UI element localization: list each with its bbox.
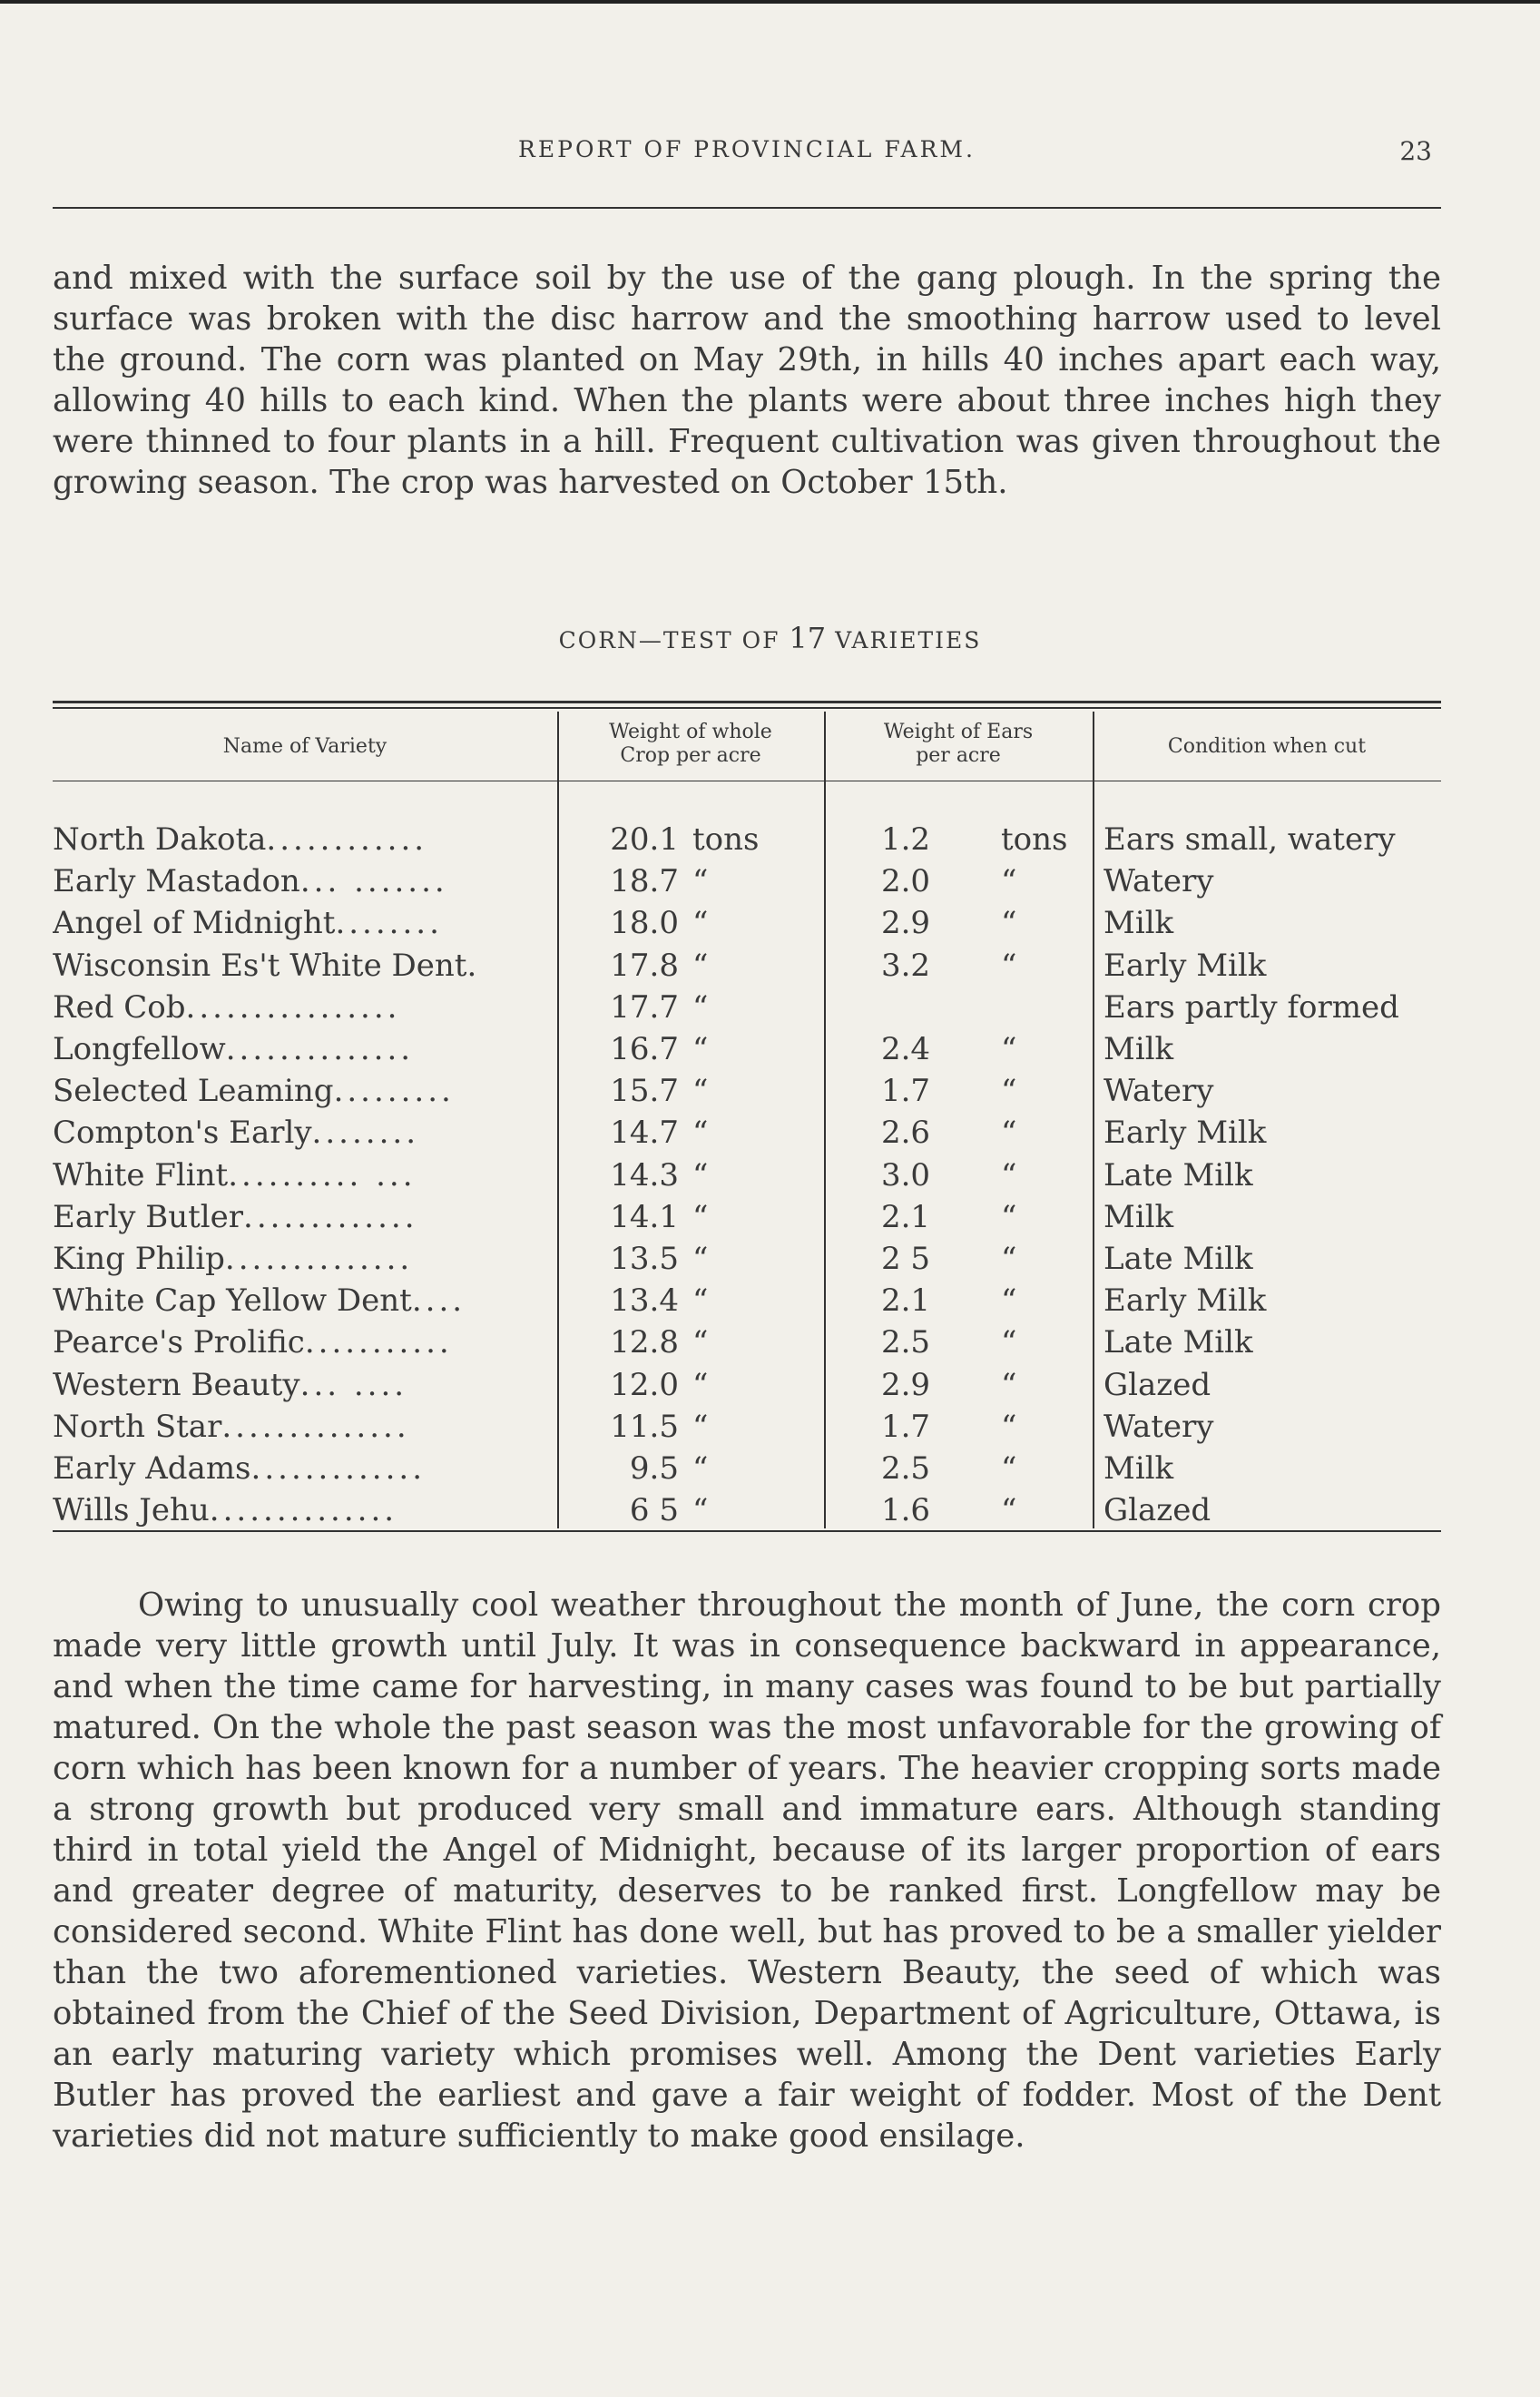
table-row [53, 1406, 1441, 1448]
ears-weight: 1.7 [880, 1073, 931, 1110]
leader-dots: ............. [243, 1198, 418, 1235]
whole-crop-weight: 6 5 [629, 1492, 679, 1529]
leader-dots: . [466, 947, 481, 984]
condition-when-cut: Watery [1104, 863, 1214, 900]
leader-dots: .............. [209, 1492, 398, 1529]
ears-unit: “ [1001, 1492, 1017, 1529]
whole-crop-unit: “ [692, 1408, 709, 1445]
ears-weight: 1.6 [880, 1492, 931, 1529]
table-row [53, 987, 1441, 1028]
table-row [53, 1196, 1441, 1238]
table-row [53, 819, 1441, 860]
whole-crop-weight: 14.1 [610, 1198, 679, 1235]
scan-edge-line [0, 0, 1540, 4]
condition-when-cut: Milk [1104, 1450, 1174, 1487]
whole-crop-unit: “ [692, 1198, 709, 1235]
ears-unit: “ [1001, 1156, 1017, 1194]
ears-unit: “ [1001, 1115, 1017, 1152]
whole-crop-weight: 14.3 [610, 1156, 679, 1194]
variety-name-cell [53, 1238, 552, 1280]
variety-name: Wisconsin Es't White Dent [53, 947, 467, 984]
variety-name: Western Beauty [53, 1366, 300, 1403]
whole-crop-unit: “ [692, 947, 709, 984]
condition-when-cut: Late Milk [1104, 1324, 1253, 1361]
variety-name: Selected Leaming [53, 1073, 334, 1110]
variety-name: Pearce's Prolific [53, 1324, 305, 1361]
discussion-paragraph: Owing to unusually cool weather throughout the month of June, the corn crop made very little growth until July. It was in consequence backward in appearance, and when the time came for harvesting, in many cases was found to be but partially matured. On the whole the past season was the most unfavorable for the growing of corn which has been known for a number of years. The heavier cropping sorts made a strong growth but produced very small and immature ears. Although standing third in total yield the Angel of Midnight, because of its larger proportion of ears and greater degree of maturity, deserves to be ranked first. Longfellow may be considered second. White Flint has done well, but has proved to be a smaller yielder than the two aforementioned varieties. Western Beauty, the seed of which was obtained from the Chief of the Seed Division, Department of Agriculture, Ottawa, is an early maturing variety which promises well. Among the Dent varieties Early Butler has proved the earliest and gave a fair weight of fodder. Most of the Dent varieties did not mature sufficiently to make good ensilage. [53, 1587, 1441, 2155]
ears-weight: 3.0 [880, 1156, 931, 1194]
table-caption [0, 621, 1540, 655]
variety-name: White Flint [53, 1156, 229, 1194]
table-top-rule [53, 701, 1441, 703]
header-ears-line1: Weight of Ears [883, 721, 1034, 743]
variety-name-cell [53, 902, 552, 944]
ears-unit: “ [1001, 905, 1017, 942]
leader-dots: ............ [266, 821, 428, 858]
variety-name: Early Mastadon [53, 863, 300, 900]
condition-when-cut: Ears partly formed [1104, 988, 1399, 1026]
variety-name: Longfellow [53, 1031, 226, 1067]
ears-unit: “ [1001, 1073, 1017, 1110]
leader-dots: ... .... [299, 1366, 408, 1403]
variety-name-cell [53, 1448, 552, 1489]
ears-unit: “ [1001, 1324, 1017, 1361]
table-row [53, 1028, 1441, 1070]
variety-name: North Dakota [53, 821, 267, 858]
whole-crop-weight: 9.5 [629, 1450, 679, 1487]
whole-crop-unit: “ [692, 1073, 709, 1110]
variety-name-cell [53, 1028, 552, 1070]
ears-weight: 2.5 [880, 1324, 931, 1361]
leader-dots: ... ....... [299, 863, 448, 900]
condition-when-cut: Early Milk [1104, 1282, 1267, 1320]
caption-prefix: CORN—TEST OF [558, 627, 780, 653]
running-header [53, 136, 1441, 172]
table-row [53, 1321, 1441, 1363]
header-name-of-variety: Name of Variety [222, 735, 387, 758]
table-row [53, 860, 1441, 902]
page-number: 23 [1399, 136, 1432, 166]
whole-crop-unit: “ [692, 1282, 709, 1320]
header-whole-crop-line2: Crop per acre [620, 744, 761, 767]
whole-crop-unit: “ [692, 1031, 709, 1067]
leader-dots: ........ [311, 1115, 420, 1152]
ears-weight: 2 5 [880, 1241, 931, 1277]
ears-weight: 3.2 [880, 947, 931, 984]
variety-name-cell [53, 1112, 552, 1154]
ears-weight: 2.1 [880, 1198, 931, 1235]
header-rule [53, 207, 1441, 209]
whole-crop-weight: 12.8 [610, 1324, 679, 1361]
whole-crop-weight: 16.7 [610, 1031, 679, 1067]
leader-dots: .............. [221, 1408, 410, 1445]
variety-name-cell [53, 1196, 552, 1238]
whole-crop-unit: “ [692, 1366, 709, 1403]
variety-name-cell [53, 860, 552, 902]
whole-crop-weight: 20.1 [610, 821, 679, 858]
table-bottom-rule [53, 1530, 1441, 1532]
header-ears-line2: per acre [916, 744, 1001, 767]
table-row [53, 945, 1441, 987]
variety-name: Compton's Early [53, 1115, 312, 1152]
ears-weight: 2.5 [880, 1450, 931, 1487]
table-row [53, 1448, 1441, 1489]
ears-weight: 2.4 [880, 1031, 931, 1067]
table-row [53, 902, 1441, 944]
ears-weight: 2.0 [880, 863, 931, 900]
leader-dots: ............. [250, 1450, 427, 1487]
ears-unit: “ [1001, 1198, 1017, 1235]
whole-crop-weight: 17.7 [610, 988, 679, 1026]
table-row [53, 1070, 1441, 1112]
variety-name-cell [53, 945, 552, 987]
whole-crop-unit: “ [692, 1324, 709, 1361]
whole-crop-unit: “ [692, 1241, 709, 1277]
caption-suffix: VARIETIES [835, 627, 982, 653]
variety-name-cell [53, 819, 552, 860]
whole-crop-weight: 18.0 [610, 905, 679, 942]
table-row [53, 1112, 1441, 1154]
variety-name-cell [53, 1280, 552, 1321]
variety-name: Red Cob [53, 988, 186, 1026]
whole-crop-weight: 11.5 [610, 1408, 679, 1445]
variety-name-cell [53, 1489, 552, 1531]
whole-crop-unit: “ [692, 1450, 709, 1487]
whole-crop-unit: “ [692, 1156, 709, 1194]
leader-dots: ........ [335, 905, 443, 942]
ears-weight: 1.2 [880, 821, 931, 858]
ears-unit: “ [1001, 863, 1017, 900]
ears-weight: 1.7 [880, 1408, 931, 1445]
ears-unit: tons [1001, 821, 1068, 858]
header-ears [824, 721, 1093, 768]
table-row [53, 1364, 1441, 1406]
condition-when-cut: Glazed [1104, 1492, 1211, 1529]
ears-unit: “ [1001, 1282, 1017, 1320]
condition-when-cut: Milk [1104, 1031, 1174, 1067]
table-row [53, 1280, 1441, 1321]
ears-unit: “ [1001, 1366, 1017, 1403]
variety-name: White Cap Yellow Dent [53, 1282, 412, 1320]
table-row [53, 1489, 1441, 1531]
condition-when-cut: Watery [1104, 1073, 1214, 1110]
variety-name: Wills Jehu [53, 1492, 210, 1529]
variety-name: Early Butler [53, 1198, 244, 1235]
whole-crop-weight: 12.0 [610, 1366, 679, 1403]
ears-unit: “ [1001, 1450, 1017, 1487]
whole-crop-weight: 13.4 [610, 1282, 679, 1320]
variety-name-cell [53, 1406, 552, 1448]
variety-name: King Philip [53, 1241, 225, 1277]
whole-crop-unit: “ [692, 863, 709, 900]
whole-crop-weight: 14.7 [610, 1115, 679, 1152]
condition-when-cut: Glazed [1104, 1366, 1211, 1403]
ears-weight: 2.1 [880, 1282, 931, 1320]
ears-weight: 2.6 [880, 1115, 931, 1152]
condition-when-cut: Watery [1104, 1408, 1214, 1445]
whole-crop-weight: 13.5 [610, 1241, 679, 1277]
whole-crop-weight: 18.7 [610, 863, 679, 900]
running-title: REPORT OF PROVINCIAL FARM. [518, 136, 976, 162]
leader-dots: ................ [185, 988, 401, 1026]
variety-name: Angel of Midnight [53, 905, 336, 942]
whole-crop-unit: tons [692, 821, 760, 858]
whole-crop-weight: 15.7 [610, 1073, 679, 1110]
corn-variety-table [53, 701, 1441, 1534]
whole-crop-unit: “ [692, 1492, 709, 1529]
leader-dots: .... [411, 1282, 466, 1320]
intro-paragraph: and mixed with the surface soil by the use of the gang plough. In the spring the surface was broken with the disc harrow and the smoothing harrow used to level the ground. The corn was planted on May 29th, in hills 40 inches apart each way, allowing 40 hills to each kind. When the plants were about three inches high they were thinned to four plants in a hill. Frequent cultivation was given throughout the growing season. The crop was harvested on October 15th. [53, 260, 1441, 501]
ears-unit: “ [1001, 1408, 1017, 1445]
header-whole-crop-line1: Weight of whole [609, 721, 772, 743]
whole-crop-weight: 17.8 [610, 947, 679, 984]
ears-unit: “ [1001, 947, 1017, 984]
leader-dots: ........... [304, 1324, 453, 1361]
whole-crop-unit: “ [692, 988, 709, 1026]
leader-dots: .............. [224, 1241, 414, 1277]
variety-name-cell [53, 987, 552, 1028]
condition-when-cut: Milk [1104, 905, 1174, 942]
whole-crop-unit: “ [692, 905, 709, 942]
condition-when-cut: Late Milk [1104, 1156, 1253, 1194]
variety-name-cell [53, 1321, 552, 1363]
whole-crop-unit: “ [692, 1115, 709, 1152]
variety-name-cell [53, 1070, 552, 1112]
condition-when-cut: Early Milk [1104, 1115, 1267, 1152]
condition-when-cut: Early Milk [1104, 947, 1267, 984]
condition-when-cut: Late Milk [1104, 1241, 1253, 1277]
variety-name: North Star [53, 1408, 222, 1445]
ears-unit: “ [1001, 1241, 1017, 1277]
condition-when-cut: Milk [1104, 1198, 1174, 1235]
caption-number: 17 [789, 621, 827, 655]
leader-dots: ......... [333, 1073, 455, 1110]
table-top-rule-thin [53, 707, 1441, 709]
condition-when-cut: Ears small, watery [1104, 821, 1396, 858]
leader-dots: .......... ... [228, 1156, 417, 1194]
leader-dots: .............. [225, 1031, 415, 1067]
table-row [53, 1154, 1441, 1196]
variety-name: Early Adams [53, 1450, 251, 1487]
ears-unit: “ [1001, 1031, 1017, 1067]
header-whole-crop [557, 721, 824, 768]
table-row [53, 1238, 1441, 1280]
header-condition: Condition when cut [1167, 735, 1367, 758]
variety-name-cell [53, 1154, 552, 1196]
ears-weight: 2.9 [880, 905, 931, 942]
ears-weight: 2.9 [880, 1366, 931, 1403]
variety-name-cell [53, 1364, 552, 1406]
